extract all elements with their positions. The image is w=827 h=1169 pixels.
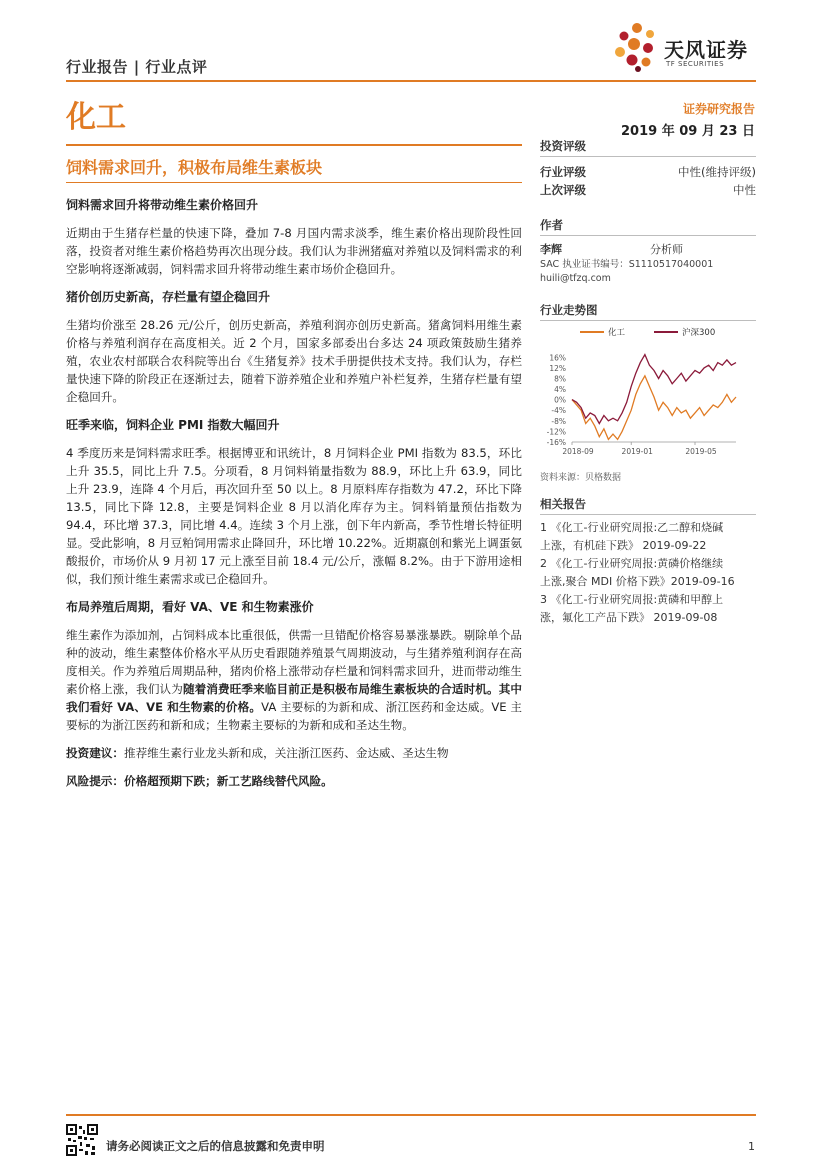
- paragraph: 生猪均价涨至 28.26 元/公斤，创历史新高，养殖利润亦创历史新高。猪禽饲料用维生素价格与养殖利润存在高度相关。近 2 个月，国家多部委出台多达 24 项政策鼓励生猪养殖，农业农村部联合农科院等出台《生猪复养》技术手册提供技术支持。我们认为，存栏量快速下降的阶段正在逐渐过去，随着下游养殖企业和养殖户补栏复养，生猪存栏量有望企稳回升。: [66, 318, 522, 404]
- author-role: 分析师: [650, 243, 683, 256]
- related-line: 涨，氟化工产品下跌》 2019-09-08: [540, 611, 718, 624]
- risk-warning: [66, 772, 522, 790]
- author-sac: SAC 执业证书编号：S1110517040001: [540, 259, 714, 270]
- author-name: 李辉: [540, 243, 562, 256]
- section-title: 布局养殖后周期，看好 VA、VE 和生物素涨价: [66, 600, 314, 614]
- invest-text: 推荐维生素行业龙头新和成，关注浙江医药、金达威、圣达生物: [123, 746, 449, 760]
- trend-chart: [540, 316, 756, 462]
- header-rule: [66, 80, 756, 82]
- logo-mark-icon: [612, 22, 662, 72]
- author-email[interactable]: huili@tfzq.com: [540, 273, 611, 284]
- related-no: 3: [540, 593, 547, 606]
- footer-rule: [66, 1114, 756, 1116]
- legend-label: 沪深300: [682, 328, 716, 338]
- report-label: 证券研究报告: [682, 102, 755, 116]
- main-content: [66, 196, 522, 800]
- section-title: 猪价创历史新高，存栏量有望企稳回升: [66, 290, 271, 304]
- paragraph: 4 季度历来是饲料需求旺季。根据博亚和讯统计，8 月饲料企业 PMI 指数为 83.5，环比上升 35.5，同比上升 7.5。分项看，8 月饲料销量指数为 88.9，环比上升 63.9，同比上升 23.9，连降 4 个月后，再次回升至 50 以上。8 月原料库存指数为 47.2，环比下降 13.5，同比下降 12.8，主要是饲料企业 8 月以消化库存为主。饲料销量预估指数为 94.4，环比增 37.3，同比增 4.4。连续 3 个月上涨，创下年内新高，季节性增长特征明显。受此影响，8 月豆粕饲用需求止降回升，环比增 10.22%。近期嬴创和紫光上调蛋氨酸报价，市场价从 9 月初 17 元上涨至目前 18.4 元/公斤，涨幅 8.2%。由于下游用途相似，我们预计维生素需求或已企稳回升。: [66, 446, 522, 586]
- paragraph-text: 维生素作为添加剂，占饲料成本比重很低，供需一旦错配价格容易暴涨暴跌。剔除单个品种的波动，维生素整体价格水平从历史看跟随养殖景气周期波动，与生猪养殖利润存在高度相关。作为养殖后周期品种，猪肉价格上涨带动存栏量和饲料需求回升，进而带动维生素价格上涨，我们认为: [66, 628, 522, 696]
- paragraph: 近期由于生猪存栏量的快速下降，叠加 7-8 月国内需求淡季，维生素价格出现阶段性回落，投资者对维生素价格趋势再次出现分歧。我们认为非洲猪瘟对养殖以及饲料需求的利空影响将逐渐减弱，饲料需求回升将带动维生素市场价企稳回升。: [66, 226, 522, 276]
- related-no: 1: [540, 521, 547, 534]
- company-logo: [612, 22, 662, 72]
- headline-rule-bottom: [66, 182, 522, 183]
- footer-disclaimer: 请务必阅读正文之后的信息披露和免责申明: [106, 1139, 325, 1153]
- chart-svg: [540, 316, 756, 462]
- y-tick-label: 0%: [554, 395, 566, 405]
- logo-name: 天风证券: [664, 38, 748, 62]
- related-line: 《化工-行业研究周报:黄磷价格继续: [550, 557, 724, 570]
- sidebar: [540, 138, 756, 321]
- y-tick-label: -12%: [546, 427, 566, 437]
- trend-title: 行业走势图: [540, 302, 756, 321]
- paragraph: [66, 626, 522, 734]
- report-type: 行业报告 | 行业点评: [66, 58, 208, 76]
- previous-rating-label: 上次评级: [540, 183, 586, 197]
- author-row: [540, 242, 756, 258]
- related-item[interactable]: [540, 591, 756, 627]
- related-title: 相关报告: [540, 496, 756, 515]
- related-item[interactable]: [540, 519, 756, 555]
- paragraph-emphasis: 随着消费旺季来临目前正是积极布局维生素板块的合适时机。其中我们看好 VA、VE 和生物素的价格。: [66, 682, 522, 714]
- section-title: 旺季来临，饲料企业 PMI 指数大幅回升: [66, 418, 280, 432]
- risk-text: 价格超预期下跌；新工艺路线替代风险。: [123, 774, 333, 788]
- risk-label: 风险提示：: [66, 774, 124, 788]
- series-line: [572, 355, 736, 424]
- section-title: 饲料需求回升将带动维生素价格回升: [66, 198, 259, 212]
- headline: 饲料需求回升，积极布局维生素板块: [66, 158, 323, 177]
- author-title: 作者: [540, 217, 756, 236]
- y-tick-label: 16%: [549, 353, 566, 363]
- previous-rating-value: 中性: [733, 183, 756, 197]
- related-line: 《化工-行业研究周报:乙二醇和烧碱: [550, 521, 724, 534]
- y-tick-label: -8%: [551, 416, 566, 426]
- rating-title: 投资评级: [540, 138, 756, 157]
- related-no: 2: [540, 557, 547, 570]
- headline-rule-top: [66, 144, 522, 146]
- investment-advice: [66, 744, 522, 762]
- y-tick-label: 4%: [554, 385, 566, 395]
- related-item[interactable]: [540, 555, 756, 591]
- previous-rating-row: [540, 181, 756, 199]
- invest-label: 投资建议：: [66, 746, 124, 760]
- logo-subtitle: TF SECURITIES: [666, 60, 725, 68]
- page-number: 1: [748, 1140, 755, 1153]
- industry-rating-row: [540, 163, 756, 181]
- series-line: [572, 376, 736, 440]
- rating-value: 中性(维持评级): [678, 165, 756, 179]
- y-tick-label: -4%: [551, 406, 566, 416]
- y-tick-label: 8%: [554, 374, 566, 384]
- sector-title: 化工: [66, 100, 126, 135]
- related-line: 上涨，有机硅下跌》 2019-09-22: [540, 539, 707, 552]
- paragraph-text: VA 主要标的为新和成、浙江医药和金达威。VE 主要标的为浙江医药和新和成；生物素主要标的为新和成和圣达生物。: [66, 700, 523, 732]
- qr-code-icon: [66, 1124, 98, 1156]
- rating-label: 行业评级: [540, 165, 586, 179]
- y-tick-label: 12%: [549, 363, 566, 373]
- x-tick-label: 2019-01: [621, 447, 653, 456]
- related-line: 上涨,聚合 MDI 价格下跌》2019-09-16: [540, 575, 735, 588]
- chart-source: 资料来源：贝格数据: [540, 473, 622, 483]
- report-date: 2019 年 09 月 23 日: [621, 124, 755, 139]
- x-tick-label: 2019-05: [685, 447, 717, 456]
- y-tick-label: -16%: [546, 438, 566, 447]
- related-reports: [540, 496, 756, 627]
- x-tick-label: 2018-09: [562, 447, 594, 456]
- legend-label: 化工: [608, 328, 626, 338]
- related-line: 《化工-行业研究周报:黄磷和甲醇上: [550, 593, 724, 606]
